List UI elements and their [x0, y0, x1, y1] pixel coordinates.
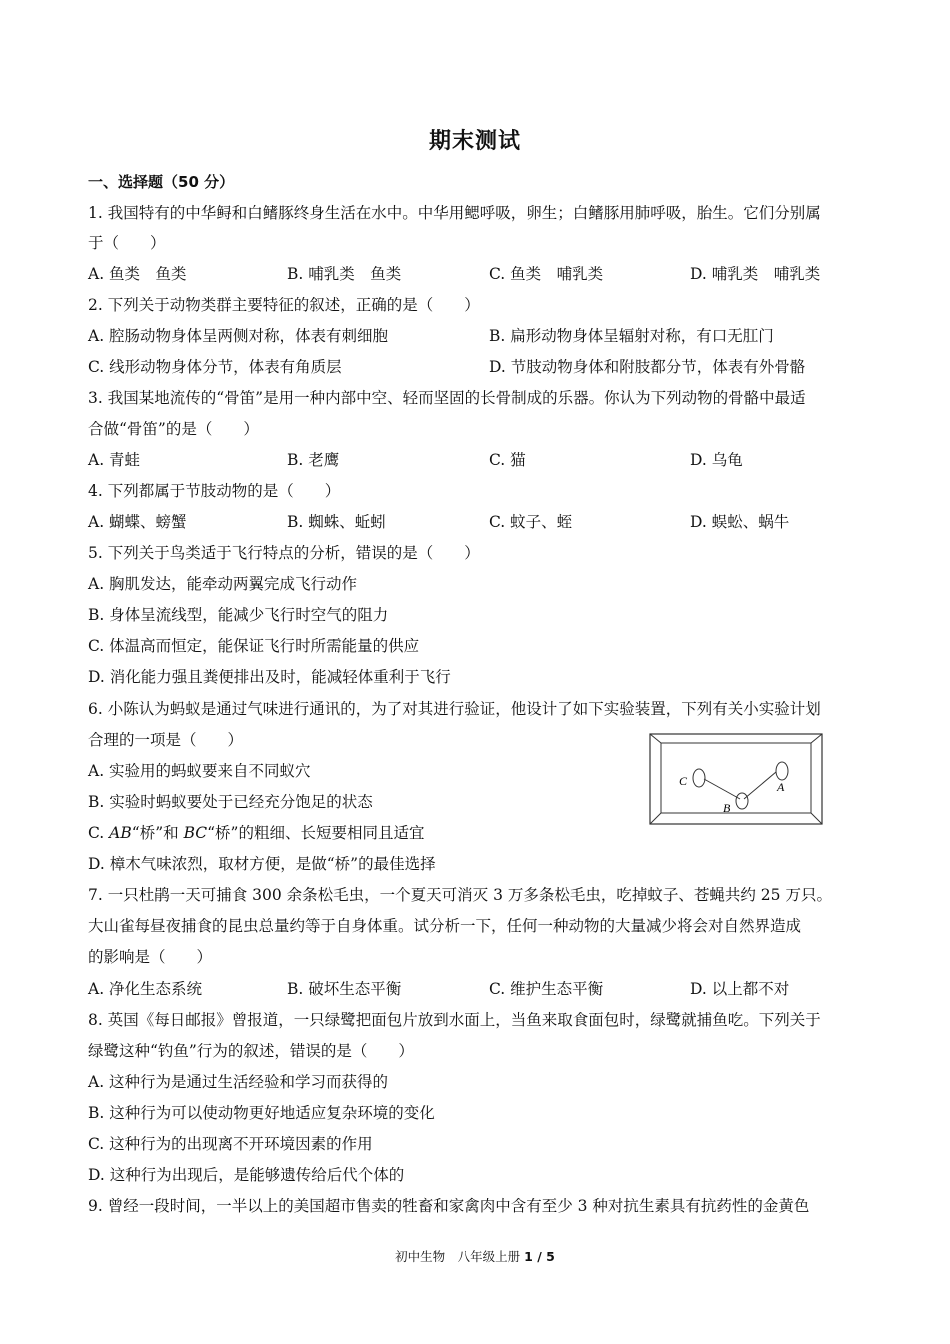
q1-option-d: D. 哺乳类 哺乳类 — [690, 265, 821, 283]
q7-stem-line3: 的影响是（ ） — [88, 948, 213, 966]
bridge-ba — [744, 772, 776, 799]
q5-option-b: B. 身体呈流线型，能减少飞行时空气的阻力 — [88, 606, 389, 624]
q8-option-c: C. 这种行为的出现离不开环境因素的作用 — [88, 1135, 373, 1153]
q4-option-d: D. 蜈蚣、蜗牛 — [690, 513, 790, 531]
figure-outer-frame — [650, 734, 822, 824]
q6-option-c-prefix: C. — [88, 824, 105, 842]
q7-option-c: C. 维护生态平衡 — [489, 980, 604, 998]
q1-option-c: C. 鱼类 哺乳类 — [489, 265, 604, 283]
q2-option-c: C. 线形动物身体分节，体表有角质层 — [88, 358, 342, 376]
figure-corner-line — [650, 813, 661, 824]
q5-stem: 5. 下列关于鸟类适于飞行特点的分析，错误的是（ ） — [88, 544, 480, 562]
q3-stem-line1: 3. 我国某地流传的“骨笛”是用一种内部中空、轻而坚固的长骨制成的乐器。你认为下列动物的骨骼中最适 — [88, 389, 806, 407]
label-b: B — [723, 801, 731, 815]
q8-option-d: D. 这种行为出现后，是能够遗传给后代个体的 — [88, 1166, 405, 1184]
q7-option-a: A. 净化生态系统 — [88, 980, 203, 998]
q6-option-a: A. 实验用的蚂蚁要来自不同蚁穴 — [88, 762, 311, 780]
q8-stem-line2: 绿鹭这种“钓鱼”行为的叙述，错误的是（ ） — [88, 1042, 414, 1060]
label-c: C — [679, 774, 688, 788]
q1-option-a: A. 鱼类 鱼类 — [88, 265, 187, 283]
q3-stem-line2: 合做“骨笛”的是（ ） — [88, 420, 259, 438]
section-title: 一、选择题（50 分） — [88, 173, 235, 191]
page-footer — [0, 1247, 950, 1265]
q6-option-b: B. 实验时蚂蚁要处于已经充分饱足的状态 — [88, 793, 373, 811]
ant-nest-b — [736, 793, 748, 809]
q9-stem-line1: 9. 曾经一段时间，一半以上的美国超市售卖的牲畜和家禽肉中含有至少 3 种对抗生素具有抗药性的金黄色 — [88, 1197, 810, 1215]
q5-option-d: D. 消化能力强且粪便排出及时，能减轻体重利于飞行 — [88, 668, 451, 686]
q8-option-b: B. 这种行为可以使动物更好地适应复杂环境的变化 — [88, 1104, 435, 1122]
q6-stem-line2: 合理的一项是（ ） — [88, 731, 244, 749]
q1-stem-line2: 于（ ） — [88, 234, 166, 252]
q6-option-c-end: “桥”的粗细、长短要相同且适宜 — [207, 824, 425, 842]
q1-stem-line1: 1. 我国特有的中华鲟和白鳍豚终身生活在水中。中华用鳃呼吸，卵生；白鳍豚用肺呼吸，胎生。它们分别属 — [88, 204, 821, 222]
q7-option-b: B. 破坏生态平衡 — [287, 980, 402, 998]
q8-stem-line1: 8. 英国《每日邮报》曾报道，一只绿鹭把面包片放到水面上，当鱼来取食面包时，绿鹭就捕鱼吃。下列关于 — [88, 1011, 821, 1029]
figure-corner-line — [650, 734, 661, 743]
q4-option-c: C. 蚊子、蛭 — [489, 513, 573, 531]
q2-option-d: D. 节肢动物身体和附肢都分节，体表有外骨骼 — [489, 358, 806, 376]
q2-stem: 2. 下列关于动物类群主要特征的叙述，正确的是（ ） — [88, 296, 480, 314]
q7-option-d: D. 以上都不对 — [690, 980, 790, 998]
footer-text: 初中生物 八年级上册 — [395, 1249, 525, 1264]
q3-option-d: D. 乌龟 — [690, 451, 743, 469]
q2-option-b: B. 扁形动物身体呈辐射对称，有口无肛门 — [489, 327, 774, 345]
q2-option-a: A. 腔肠动物身体呈两侧对称，体表有刺细胞 — [88, 327, 389, 345]
q6-option-c-mid: “桥”和 — [131, 824, 179, 842]
q7-stem-line1: 7. 一只杜鹃一天可捕食 300 余条松毛虫，一个夏天可消灭 3 万多条松毛虫，吃掉蚊子、苍蝇共约 25 万只。 — [88, 886, 832, 904]
ant-experiment-figure — [649, 733, 823, 825]
q6-option-c — [88, 823, 424, 843]
q8-option-a: A. 这种行为是通过生活经验和学习而获得的 — [88, 1073, 389, 1091]
bridge-cb — [704, 779, 740, 799]
q3-option-c: C. 猫 — [489, 451, 526, 469]
q4-stem: 4. 下列都属于节肢动物的是（ ） — [88, 482, 341, 500]
ant-nest-c — [693, 769, 705, 787]
q5-option-c: C. 体温高而恒定，能保证飞行时所需能量的供应 — [88, 637, 420, 655]
q6-stem-line1: 6. 小陈认为蚂蚁是通过气味进行通讯的，为了对其进行验证，他设计了如下实验装置，下列有关小实验计划 — [88, 700, 821, 718]
q7-stem-line2: 大山雀每昼夜捕食的昆虫总量约等于自身体重。试分析一下，任何一种动物的大量减少将会对自然界造成 — [88, 917, 802, 935]
figure-corner-line — [811, 813, 822, 824]
q4-option-b: B. 蜘蛛、蚯蚓 — [287, 513, 386, 531]
page-number: 1 / 5 — [524, 1249, 555, 1264]
q6-option-c-ab: AB — [109, 824, 132, 842]
q6-option-c-bc: BC — [183, 824, 208, 842]
q3-option-a: A. 青蛙 — [88, 451, 141, 469]
q6-option-d: D. 樟木气味浓烈，取材方便，是做“桥”的最佳选择 — [88, 855, 436, 873]
label-a: A — [777, 780, 785, 794]
ant-nest-a — [776, 762, 788, 780]
q1-option-b: B. 哺乳类 鱼类 — [287, 265, 402, 283]
q5-option-a: A. 胸肌发达，能牵动两翼完成飞行动作 — [88, 575, 358, 593]
q3-option-b: B. 老鹰 — [287, 451, 340, 469]
figure-corner-line — [811, 734, 822, 743]
q4-option-a: A. 蝴蝶、螃蟹 — [88, 513, 187, 531]
page-title: 期末测试 — [428, 129, 521, 154]
